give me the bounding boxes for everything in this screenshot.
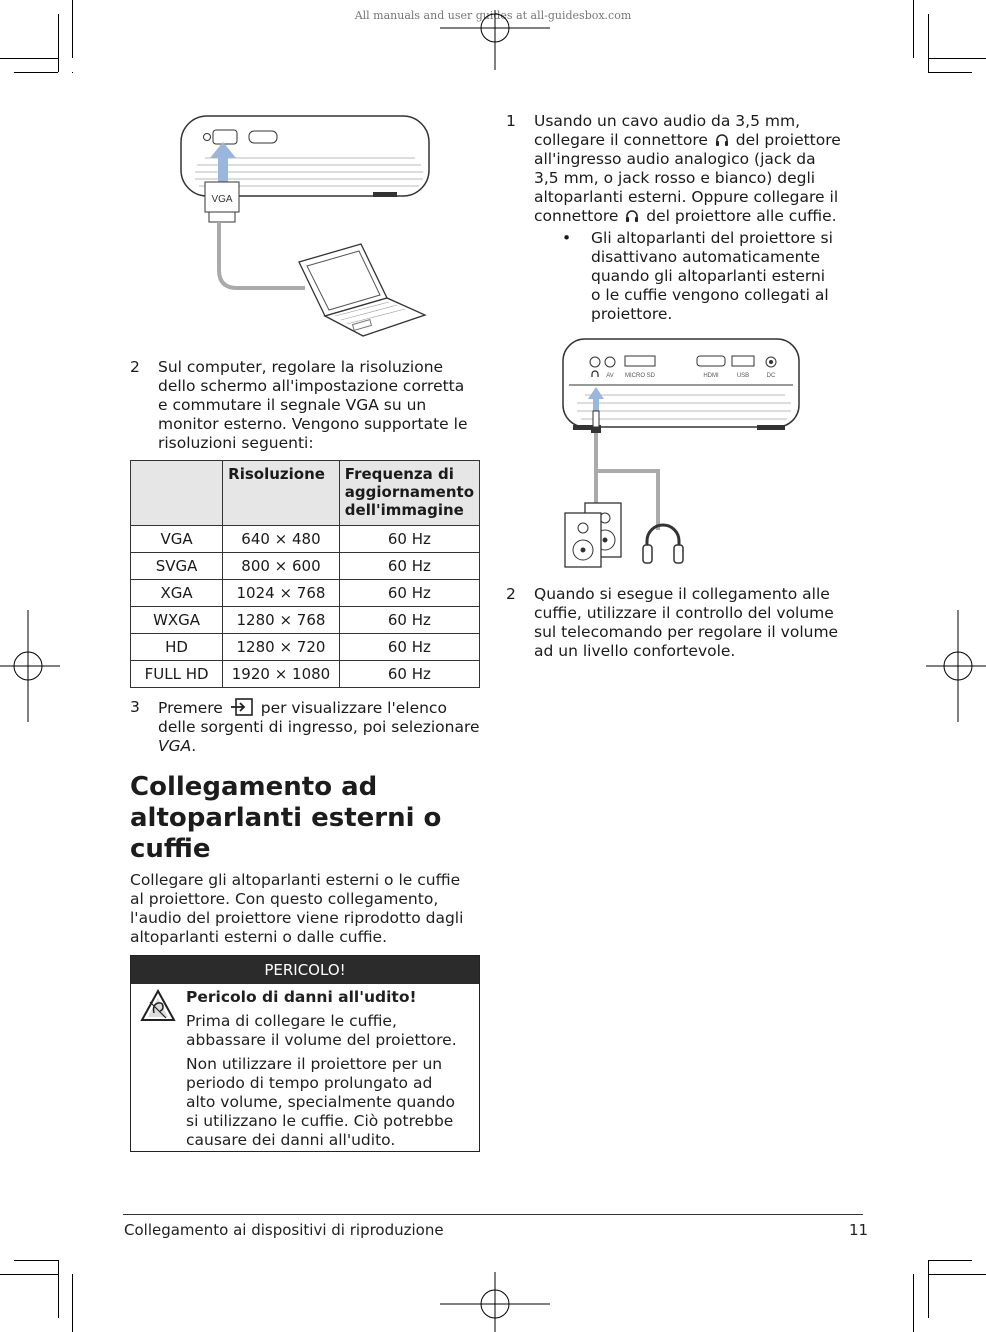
page-number: 11 [849, 1221, 869, 1239]
danger-title: Pericolo di danni all'udito! [186, 988, 417, 1006]
step-text-line: 3,5 mm, o jack rosso e bianco) degli [534, 169, 816, 187]
audio-connection-illustration [555, 335, 810, 575]
headphone-icon [625, 209, 639, 223]
table-cell: 1280 × 720 [223, 634, 340, 661]
step-text-line: cuffie, utilizzare il controllo del volume [534, 604, 834, 622]
danger-text-line: abbassare il volume del proiettore. [186, 1031, 457, 1049]
footer-title: Collegamento ai dispositivi di riproduzione [124, 1221, 444, 1239]
registration-mark-left [0, 610, 60, 722]
step-text: del proiettore alle cuffie. [646, 207, 837, 225]
step-text: del proiettore [735, 131, 841, 149]
punctuation: . [191, 737, 197, 755]
step-text-line: monitor esterno. Vengono supportate le [158, 415, 468, 433]
table-row [131, 607, 480, 634]
table-cell: 60 Hz [339, 580, 479, 607]
step-text-line [534, 131, 841, 150]
danger-text-line: periodo di tempo prolungato ad [186, 1074, 433, 1092]
bullet-symbol: • [562, 229, 572, 247]
step-text-line [534, 207, 841, 226]
heading-line: cuffie [130, 834, 211, 864]
table-cell: 60 Hz [339, 553, 479, 580]
vga-connection-illustration [175, 110, 465, 345]
registration-mark-top [440, 10, 550, 70]
table-cell: 640 × 480 [223, 526, 340, 553]
bullet-text-line: quando gli altoparlanti esterni [591, 267, 826, 285]
section-heading [130, 772, 480, 865]
resolution-table [130, 460, 480, 688]
table-row [131, 526, 480, 553]
intro-line: l'audio del proiettore viene riprodotto dagli [130, 909, 464, 927]
header-line: dell'immagine [344, 501, 464, 519]
port-label-dc: DC [766, 373, 776, 379]
step-2-right [506, 585, 851, 665]
watermark: All manuals and user guides at all-guidesbox.com [354, 9, 632, 22]
table-row [131, 553, 480, 580]
table-row [131, 580, 480, 607]
table-cell: SVGA [131, 553, 223, 580]
step-text-line: risoluzioni seguenti: [158, 434, 314, 452]
port-label-micro-sd: MICRO SD [625, 373, 655, 379]
input-source-icon [230, 698, 254, 716]
intro-line: Collegare gli altoparlanti esterni o le cuffie [130, 871, 461, 889]
table-row [131, 661, 480, 688]
step-text-line [158, 737, 480, 756]
table-cell: WXGA [131, 607, 223, 634]
bullet-text-line: disattivano automaticamente [591, 248, 821, 266]
step-number: 2 [130, 358, 140, 376]
danger-text-line: si utilizzano le cuffie. Ciò potrebbe [186, 1112, 454, 1130]
step-number: 3 [130, 698, 140, 716]
table-cell: 60 Hz [339, 607, 479, 634]
step-text-line: e commutare il segnale VGA su un [158, 396, 427, 414]
footer-divider [123, 1214, 863, 1215]
step-text-line: Quando si esegue il collegamento alle [534, 585, 830, 603]
table-cell: 1280 × 768 [223, 607, 340, 634]
danger-text-line: alto volume, specialmente quando [186, 1093, 455, 1111]
table-cell: 1920 × 1080 [223, 661, 340, 688]
step-text-line [158, 698, 480, 718]
danger-content [186, 988, 476, 1150]
vga-plug-label: VGA [211, 194, 233, 205]
port-label-av: AV [606, 373, 614, 379]
step-2-left [130, 358, 480, 453]
step-text: connettore [534, 207, 619, 225]
danger-box [130, 955, 480, 1152]
step-text-line: dello schermo all'impostazione corretta [158, 377, 465, 395]
danger-text-line: Prima di collegare le cuffie, [186, 1012, 397, 1030]
intro-line: altoparlanti esterni o dalle cuffie. [130, 928, 388, 946]
table-header-resolution: Risoluzione [223, 461, 340, 526]
step-text-line: altoparlanti esterni. Oppure collegare il [534, 188, 839, 206]
table-header-row [131, 461, 480, 526]
table-cell: 800 × 600 [223, 553, 340, 580]
step-text-line: all'ingresso audio analogico (jack da [534, 150, 816, 168]
step-text: collegare il connettore [534, 131, 708, 149]
step-number: 1 [506, 112, 516, 130]
step-1-right [506, 112, 851, 327]
table-cell: FULL HD [131, 661, 223, 688]
table-cell: VGA [131, 526, 223, 553]
step-text: per visualizzare l'elenco [260, 699, 447, 717]
heading-line: Collegamento ad [130, 772, 378, 802]
step-text: Premere [158, 699, 223, 717]
step-text-line: Sul computer, regolare la risoluzione [158, 358, 444, 376]
section-intro [130, 871, 485, 947]
registration-mark-right [926, 610, 986, 722]
table-cell: HD [131, 634, 223, 661]
step-text-line: delle sorgenti di ingresso, poi selezionare [158, 718, 480, 736]
table-cell: 1024 × 768 [223, 580, 340, 607]
danger-text-line: Non utilizzare il proiettore per un [186, 1055, 443, 1073]
hearing-damage-warning-icon [140, 989, 176, 1023]
registration-mark-bottom [440, 1272, 550, 1332]
table-header-refresh-rate [339, 461, 479, 526]
source-name: VGA [158, 737, 192, 755]
step-text-line: Usando un cavo audio da 3,5 mm, [534, 112, 801, 130]
table-cell: 60 Hz [339, 661, 479, 688]
table-row [131, 634, 480, 661]
port-label-usb: USB [736, 373, 750, 379]
intro-line: al proiettore. Con questo collegamento, [130, 890, 439, 908]
table-cell: 60 Hz [339, 634, 479, 661]
headphone-icon [715, 133, 729, 147]
heading-line: altoparlanti esterni o [130, 803, 442, 833]
step-text-line: sul telecomando per regolare il volume [534, 623, 839, 641]
bullet-text-line: proiettore. [591, 305, 673, 323]
step-text-line: ad un livello confortevole. [534, 642, 736, 660]
step-3 [130, 698, 485, 758]
bullet-text-line: o le cuffie vengono collegati al [591, 286, 829, 304]
bullet-text-line: Gli altoparlanti del proiettore si [591, 229, 833, 247]
header-line: aggiornamento [344, 483, 474, 501]
danger-text-line: causare dei danni all'udito. [186, 1131, 396, 1149]
port-label-hdmi: HDMI [703, 373, 719, 379]
step-number: 2 [506, 585, 516, 603]
danger-heading: PERICOLO! [131, 956, 479, 984]
header-line: Frequenza di [344, 465, 454, 483]
table-cell: 60 Hz [339, 526, 479, 553]
table-cell: XGA [131, 580, 223, 607]
table-header-empty [131, 461, 223, 526]
